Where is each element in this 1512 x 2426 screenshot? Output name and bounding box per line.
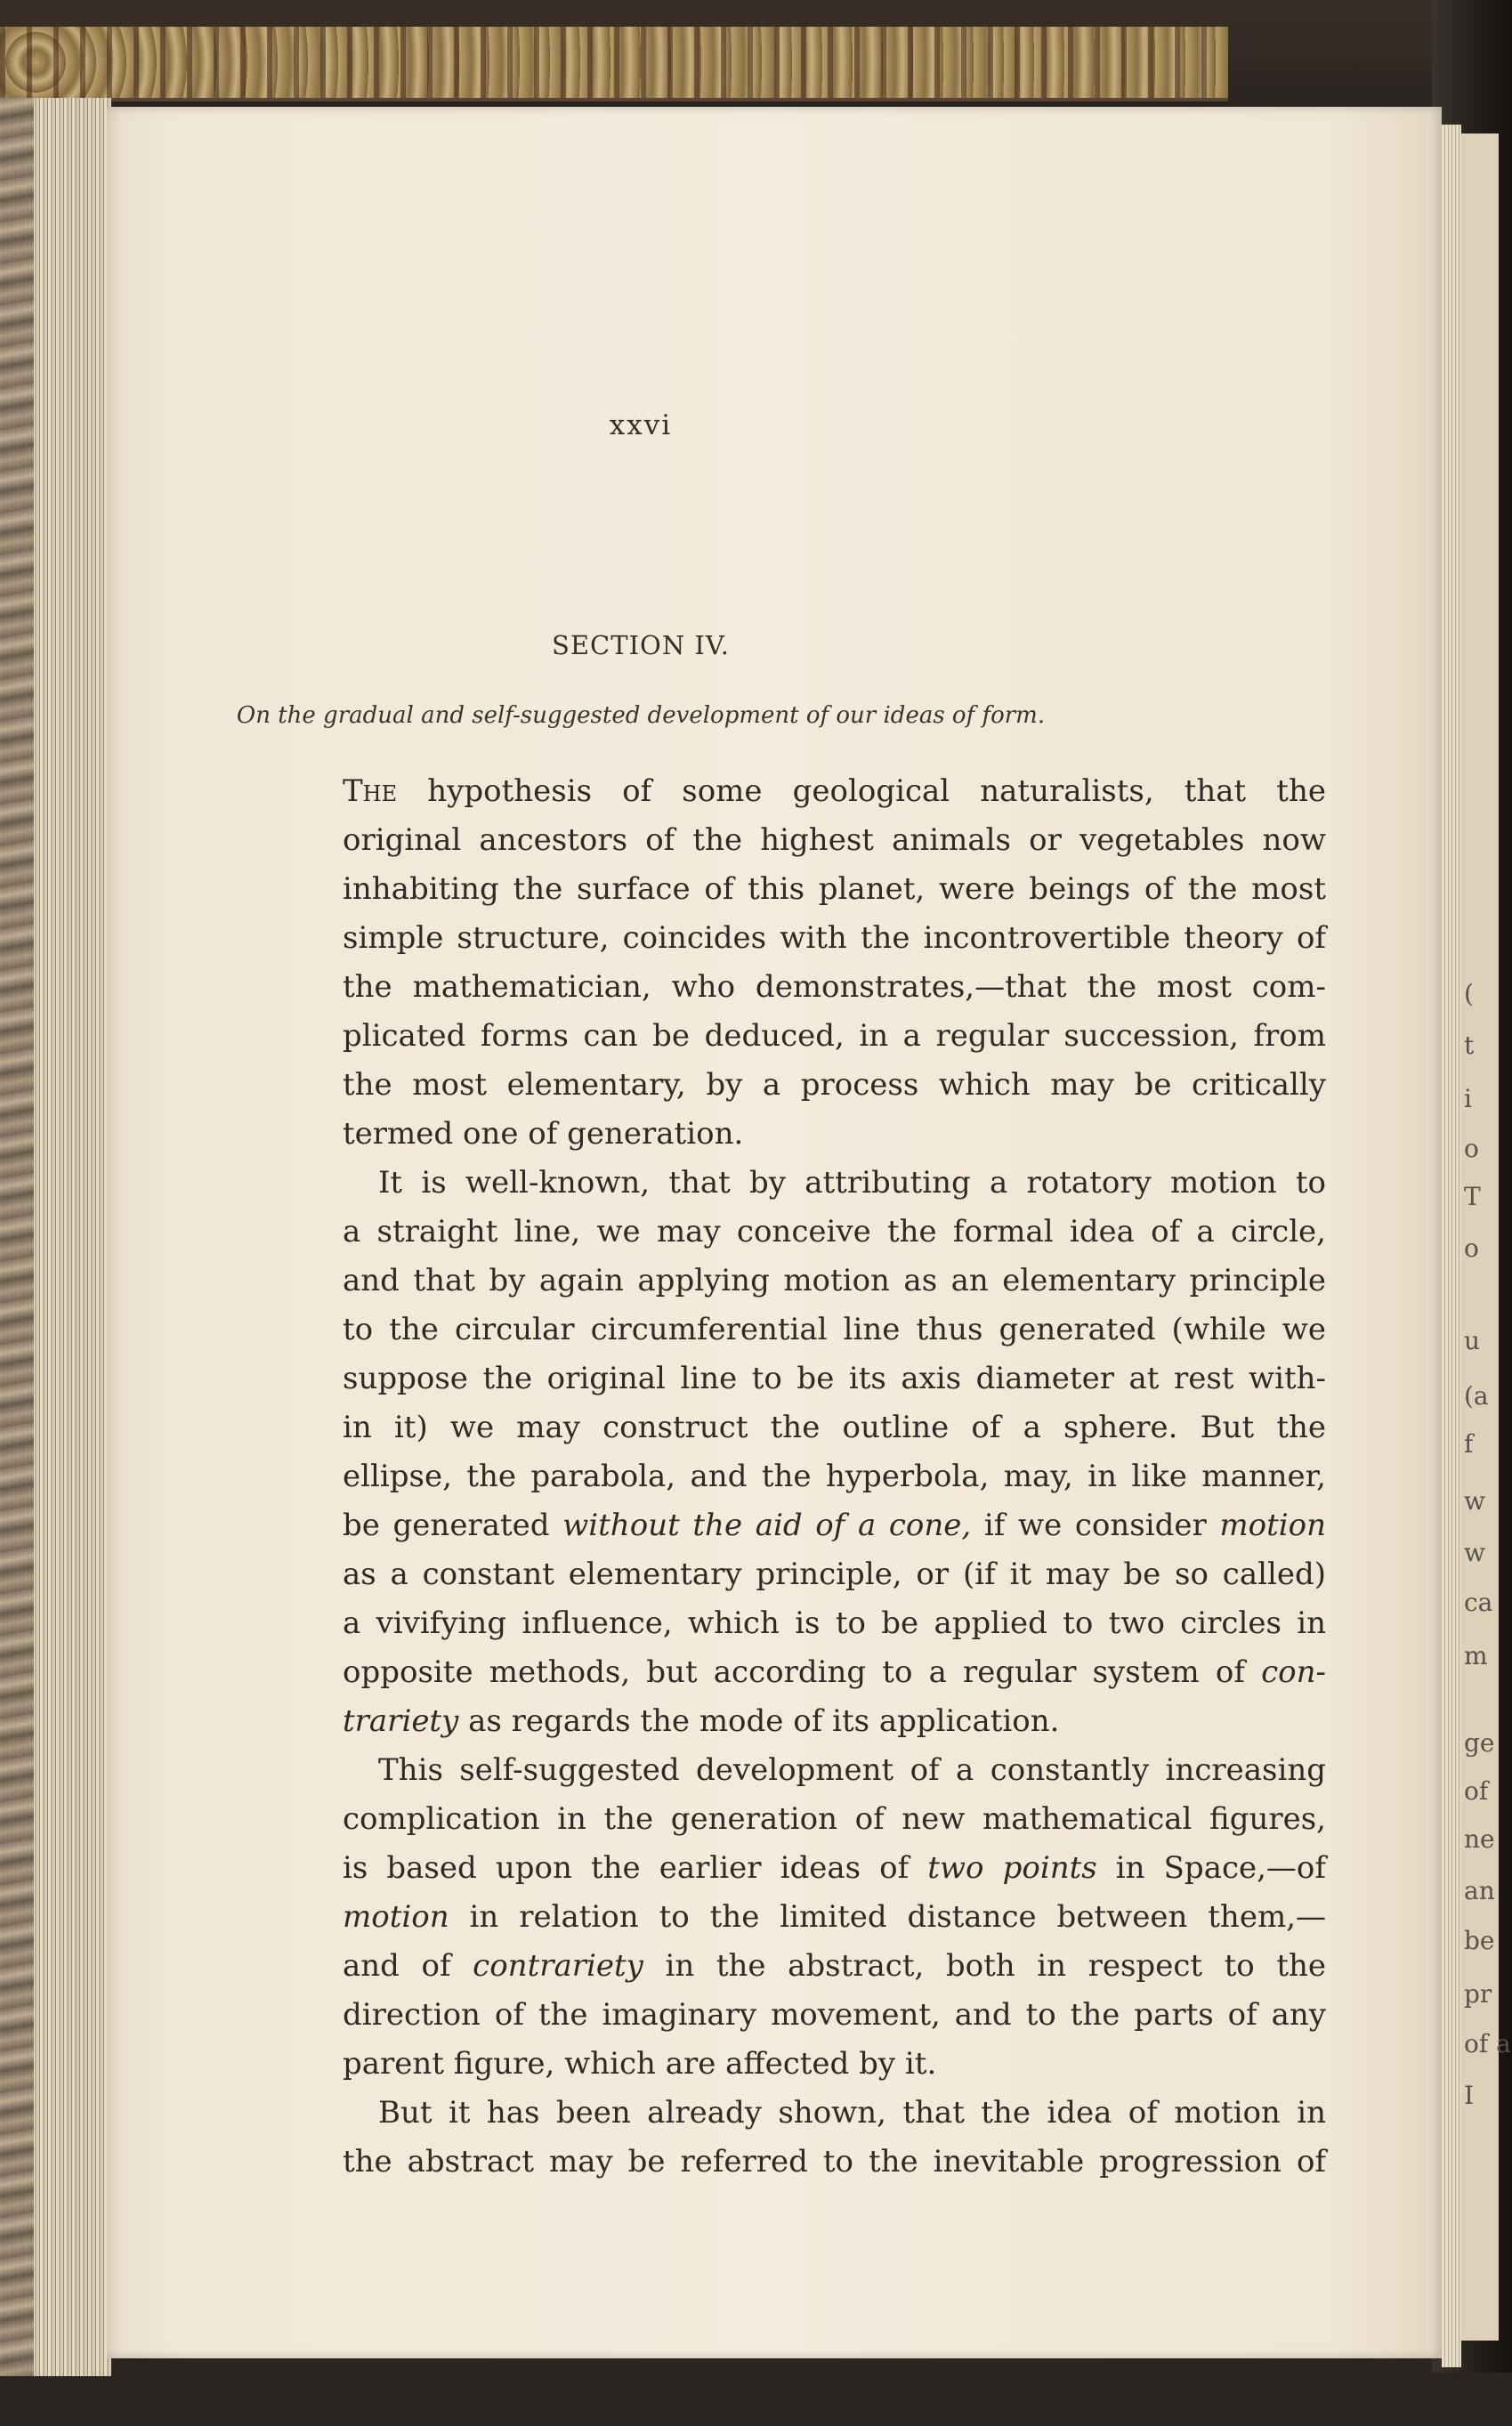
text-line: a straight line, we may conceive the formal idea of a circle, [343, 1214, 1326, 1249]
facing-text-fragment: o [1464, 1233, 1479, 1263]
section-subtitle: On the gradual and self-suggested development of our ideas of form. [236, 702, 1046, 729]
facing-text-fragment: ca [1464, 1588, 1493, 1617]
page-number: xxvi [609, 409, 673, 441]
facing-text-fragment: (a [1464, 1381, 1489, 1411]
drop-word: The [343, 773, 398, 809]
text-line: It is well-known, that by attributing a rotatory motion to [378, 1165, 1326, 1201]
text-line: as a constant elementary principle, or (if it may be so called) [343, 1557, 1326, 1592]
text-line: the most elementary, by a process which may be critically [343, 1067, 1326, 1103]
text-line: suppose the original line to be its axis diameter at rest with- [343, 1361, 1326, 1396]
book-cover-bottom [0, 2373, 1512, 2426]
body-text [343, 767, 1326, 2187]
page-edges-right [1442, 125, 1461, 2367]
facing-page-edge [1461, 133, 1511, 2341]
facing-text-fragment: i [1464, 1084, 1472, 1113]
facing-text-fragment: ge [1464, 1728, 1495, 1758]
facing-text-fragment: of [1464, 1776, 1489, 1806]
facing-text-fragment: u [1464, 1326, 1481, 1355]
text-line: complication in the generation of new mathematical figures, [343, 1801, 1326, 1837]
text-line: inhabiting the surface of this planet, were beings of the most [343, 871, 1326, 907]
text-line: plicated forms can be deduced, in a regular succession, from [343, 1018, 1326, 1054]
text-line: opposite methods, but according to a regular system of con- [343, 1654, 1326, 1690]
facing-text-fragment: of a [1464, 2029, 1511, 2058]
facing-text-fragment: w [1464, 1486, 1485, 1516]
marbled-edge [0, 98, 34, 2376]
text-line: trariety as regards the mode of its application. [343, 1703, 1060, 1739]
facing-text-fragment: T [1464, 1182, 1481, 1211]
facing-text-fragment: ne [1464, 1824, 1495, 1854]
facing-text-fragment: be [1464, 1926, 1495, 1955]
text-line: ellipse, the parabola, and the hyperbola, may, in like manner, [343, 1459, 1326, 1494]
text-line: simple structure, coincides with the incontrovertible theory of [343, 920, 1326, 956]
text-line: in it) we may construct the outline of a sphere. But the [343, 1410, 1326, 1445]
facing-text-fragment: I [1464, 2081, 1475, 2110]
text-line: is based upon the earlier ideas of two points in Space,—of [343, 1850, 1326, 1886]
facing-text-fragment: t [1464, 1031, 1475, 1060]
text-line: to the circular circumferential line thus generated (while we [343, 1312, 1326, 1347]
facing-text-fragment: pr [1464, 1979, 1492, 2009]
facing-text-fragment: ( [1464, 979, 1474, 1008]
text-line: motion in relation to the limited distance between them,— [343, 1899, 1326, 1935]
text-line: parent figure, which are affected by it. [343, 2046, 937, 2082]
text-line: and that by again applying motion as an elementary principle [343, 1263, 1326, 1298]
text-line: The hypothesis of some geological naturalists, that the [343, 773, 1326, 809]
book-page [107, 107, 1442, 2358]
text-line: the mathematician, who demonstrates,—that the most com- [343, 969, 1326, 1005]
text-line: original ancestors of the highest animals or vegetables now [343, 822, 1326, 858]
text-line: But it has been already shown, that the idea of motion in [378, 2095, 1326, 2131]
text-line: termed one of generation. [343, 1116, 744, 1152]
facing-text-fragment: an [1464, 1876, 1495, 1905]
text-line: This self-suggested development of a constantly increasing [378, 1752, 1326, 1788]
facing-text-fragment: m [1464, 1641, 1488, 1670]
text-line: the abstract may be referred to the inevitable progression of [343, 2144, 1326, 2179]
section-heading: SECTION IV. [552, 630, 730, 660]
facing-text-fragment: o [1464, 1134, 1479, 1163]
text-line: a vivifying influence, which is to be applied to two circles in [343, 1605, 1326, 1641]
text-line: and of contrariety in the abstract, both in respect to the [343, 1948, 1327, 1984]
gilt-ornamental-band [0, 27, 1228, 101]
facing-text-fragment: w [1464, 1538, 1485, 1567]
facing-text-fragment: f [1464, 1429, 1474, 1459]
text-line: be generated without the aid of a cone, if we consider motion [343, 1508, 1326, 1543]
text-line: direction of the imaginary movement, and to the parts of any [343, 1997, 1326, 2033]
